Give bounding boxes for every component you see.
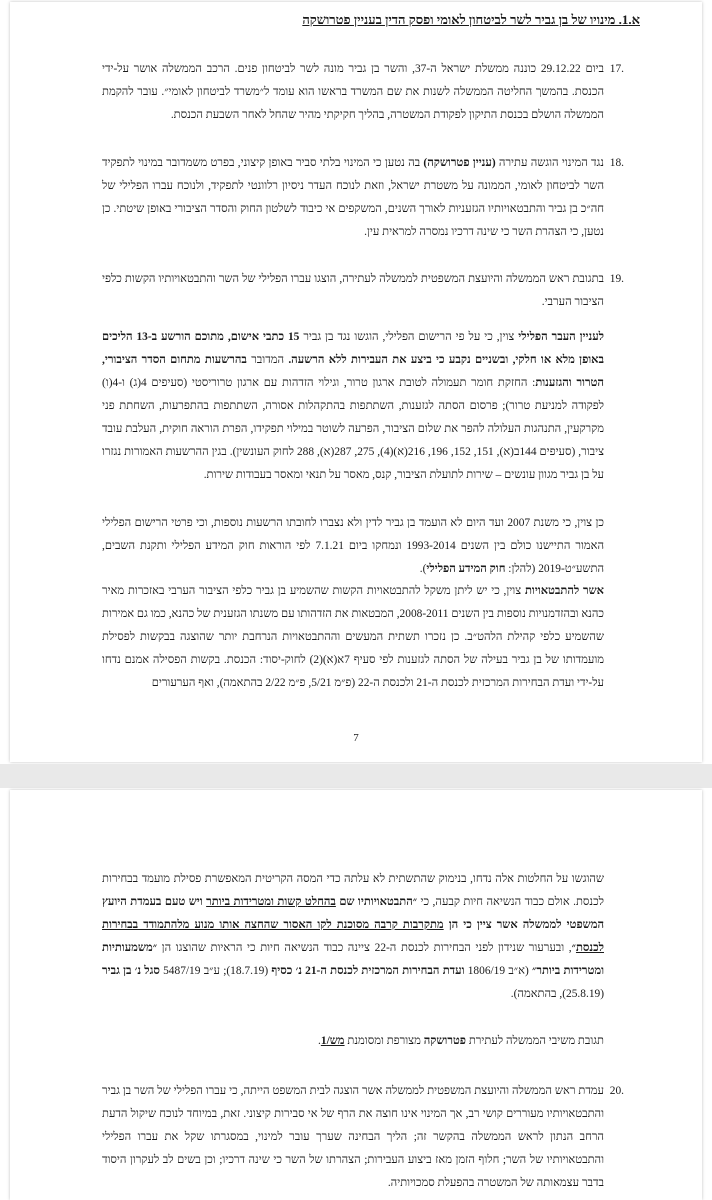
paragraph-20 [102, 1080, 604, 1195]
statements-lead: אשר להתבטאויות [524, 585, 604, 597]
exhibit-petition-name: פטרושקה [423, 1035, 467, 1047]
ruling-quote-close: ״ [571, 942, 576, 954]
criminal-info-law-label: חוק המידע הפלילי [426, 563, 506, 575]
ruling-quote-1: ״התבטאויותיו שם [335, 896, 418, 908]
paragraph-number-20: .20 [609, 1085, 624, 1097]
ruling-text-2: , ובערעור שנידון לפני הבחירות לכנסת ה-22 ציינה כבוד הנשיאה חיות כי הראיות שהוצגו הן [157, 942, 572, 954]
page-number: 7 [353, 732, 359, 744]
ruling-quote-2: ויש טעם בעמדת היועץ המשפטי לממשלה אשר ציין כי הן [102, 896, 605, 931]
case-name-kasif: ועדת הבחירות המרכזית לכנסת ה-21 נ׳ כסיף [271, 965, 465, 977]
criminal-record-paragraph [102, 326, 604, 487]
document-page-1 [10, 2, 702, 762]
paragraph-18 [102, 152, 604, 244]
exhibit-text-1: תגובת משיבי הממשלה לעתירת [466, 1035, 604, 1047]
criminal-record-text-2: המדובר [246, 354, 289, 366]
convictions-category: בהרשעות מתחום הסדר הציבורי, הטרור והגזענות [102, 354, 604, 389]
criminal-record-text-3: : החזקת חומר תעמולה לטובת ארגון טרור, וגילוי הזדהות עם ארגון טרוריסטי (סעיפים 4(ג) ו-4(ו) לפקודה למניעת טרור); פרסום הסתה לגזענות, השתתפות בהתקהלות אסורה, השתתפות בהתפרעות, השחתת פני מקרקעין, התנהגות העלולה להפר את שלום הציבור, הפרעה לשוטר במילוי תפקידו, הפרת הוראה חוקית, העלבת עובד ציבור, (סעיפים 144ב(א), 151, 152, 196, 216(א)(4), 275, 287(א), 288 לחוק העונשין). בגין ההרשעות האמורות נגזרו על בן גביר מגוון עונשים – שירות לתועלת הציבור, קנס, מאסר על תנאי ומאסר בעבודות שירות. [102, 377, 605, 481]
ruling-citation-2: (18.7.19); ע״ב 5487/19 [159, 965, 272, 977]
paragraph-number-17: .17 [609, 63, 624, 75]
ruling-citation-3: (25.8.19), בהתאמה). [510, 988, 604, 1000]
paragraph-17-text: ביום 29.12.22 כוננה ממשלת ישראל ה-37, והשר בן גביר מונה לשר לביטחון פנים. הרכב הממשלה אושר על-ידי הכנסת. בהמשך החליטה הממשלה לשנות את שם המשרד בראשו הוא עומד ל״משרד לביטחון לאומי״. עובר להקמת הממשלה הושלם בכנסת התיקון לפקודת המשטרה, בהליך חקיקתי מהיר שהחל לאחר השבעת הכנסת. [102, 63, 604, 121]
indictments-summary: 15 כתבי אישום, מתוכם הורשע ב-13 הליכים באופן מלא או חלקי, ובשניים נקבע כי ביצע את העבירות ללא הרשעה. [102, 331, 604, 366]
document-page-2 [10, 790, 702, 1200]
exhibit-text-3: . [318, 1035, 321, 1047]
petrushka-case-label: (עניין פטרושקה) [423, 157, 496, 169]
ruling-quote-underlined-2: מתקרבות קרבה מסוכנת לקו האסור שהחצה אותו מנוע מלהתמודד בבחירות לכנסת [102, 919, 604, 954]
paragraph-18-text-b: בה נטען כי המינוי בלתי סביר באופן קיצוני, בפרט משמדובר במינוי לתפקיד השר לביטחון לאומי, הממונה על משטרת ישראל, וזאת לנוכח העדר ניסיון רלוונטי לתפקיד, ולנוכח עברו הפלילי של חה״כ בן גביר והתבטאויותיו הגזעניות לאורך השנים, המשקפים אי כיבוד לשלטון החוק והסדר הציבורי באופן שיטתי. כן נטען, כי הצהרת השר כי שינה דרכיו נמסרה למראית עין. [102, 157, 604, 238]
paragraph-17 [102, 58, 604, 127]
paragraph-number-18: .18 [609, 157, 624, 169]
criminal-record-lead: לעניין העבר הפלילי [518, 331, 604, 343]
paragraph-20-text: עמדת ראש הממשלה והיועצת המשפטית לממשלה אשר הוצגה לבית המשפט הייתה, כי עברו הפלילי של השר בן גביר והתבטאויותיו מעוררים קושי רב, אך המינוי אינו חוצה את הרף של אי סבירות קיצוני. זאת, במיוחד לנוכח שיקול הדעת הרחב הנתון לראש הממשלה בהקשר זה; הליך הבחינה שערך עובר למינוי, במסגרתו שקל את עברו הפלילי והתבטאויותיו של השר; חלוף הזמן מאז ביצוע העבירות; הצהרתו של השר כי שינה דרכיו; וכן בשים לב לעקרון היסוד בדבר עצמאותה של המשטרה בהפעלת סמכויותיה. [102, 1085, 604, 1189]
ruling-text-1: שהוגשו על החלטות אלה נדחו, בנימוק שהתשתית לא עלתה כדי המסה הקריטית המאפשרת פסילת מועמד בבחירות לכנסת. אולם כבוד הנשיאה חיות קבעה, כי [102, 873, 604, 908]
record-expiry-paragraph [102, 512, 604, 581]
section-heading: א.1. מינויו של בן גביר לשר לביטחון לאומי ופסק הדין בעניין פטרושקה [302, 12, 640, 27]
record-expiry-text: כן צוין, כי משנת 2007 ועד היום לא הועמד בן גביר לדין ולא נצברו לחובתו הרשעות נוספות, וכי פרטי הרישום הפלילי האמור התיישנו כולם בין השנים 1993-2014 ונמחקו ביום 7.1.21 לפי הוראות חוק המידע הפלילי ותקנת השבים, התשע״ט-2019 (להלן: [102, 517, 604, 575]
record-expiry-text-end: ). [419, 563, 427, 575]
ruling-quote-underlined-1: בהחלט קשות ומטרידות ביותר [206, 896, 336, 908]
exhibit-paragraph [102, 1030, 604, 1053]
paragraph-19 [102, 268, 604, 314]
statements-text: צוין, כי יש ליתן משקל להתבטאויות הקשות שהשמיע בן גביר כלפי הציבור הערבי באזכרות מאיר כהנא ובהזדמנויות נוספות בין השנים 2008-2011, המבטאות את הזדהותו עם משנתו הגזענית של כהנא, כמו גם אמירות שהשמיע כלפי קהילת הלהט״ב. כן נזכרו תשתית המעשים וההתבטאויות הנרחבת יותר שהוצגה בבקשות לפסילת מועמדותו של בן גביר בעילה של הסתה לגזענות לפי סעיף 7א(א)(2) לחוק-יסוד: הכנסת. בקשות הפסילה אמנם נדחו על-ידי ועדת הבחירות המרכזית לכנסת ה-21 ולכנסת ה-22 (פ״מ 5/21, פ״מ 2/22 בהתאמה), ואף הערעורים [102, 585, 604, 689]
statements-paragraph [102, 580, 604, 695]
ruling-citation-1: (א״ב 1806/19 [464, 965, 533, 977]
page-separator [0, 764, 712, 788]
paragraph-18-text-a: נגד המינוי הוגשה עתירה [495, 157, 604, 169]
paragraph-number-19: .19 [609, 273, 624, 285]
ruling-paragraph [102, 868, 604, 1006]
exhibit-mark: מש/1 [320, 1035, 345, 1047]
criminal-record-text-1: צוין, כי על פי הרישום הפלילי, הוגשו נגד בן גביר [299, 331, 519, 343]
paragraph-19-text: בתגובת ראש הממשלה והיועצת המשפטית לממשלה לעתירה, הוצגו עברו הפלילי של השר והתבטאויותיו הקשות כלפי הציבור הערבי. [102, 273, 604, 308]
case-name-segal: סגל נ׳ בן גביר [102, 965, 160, 977]
exhibit-text-2: מצורפת ומסומנת [344, 1035, 424, 1047]
ruling-quote-3: ״משמעותיות ומטרידות ביותר״ [102, 942, 604, 977]
